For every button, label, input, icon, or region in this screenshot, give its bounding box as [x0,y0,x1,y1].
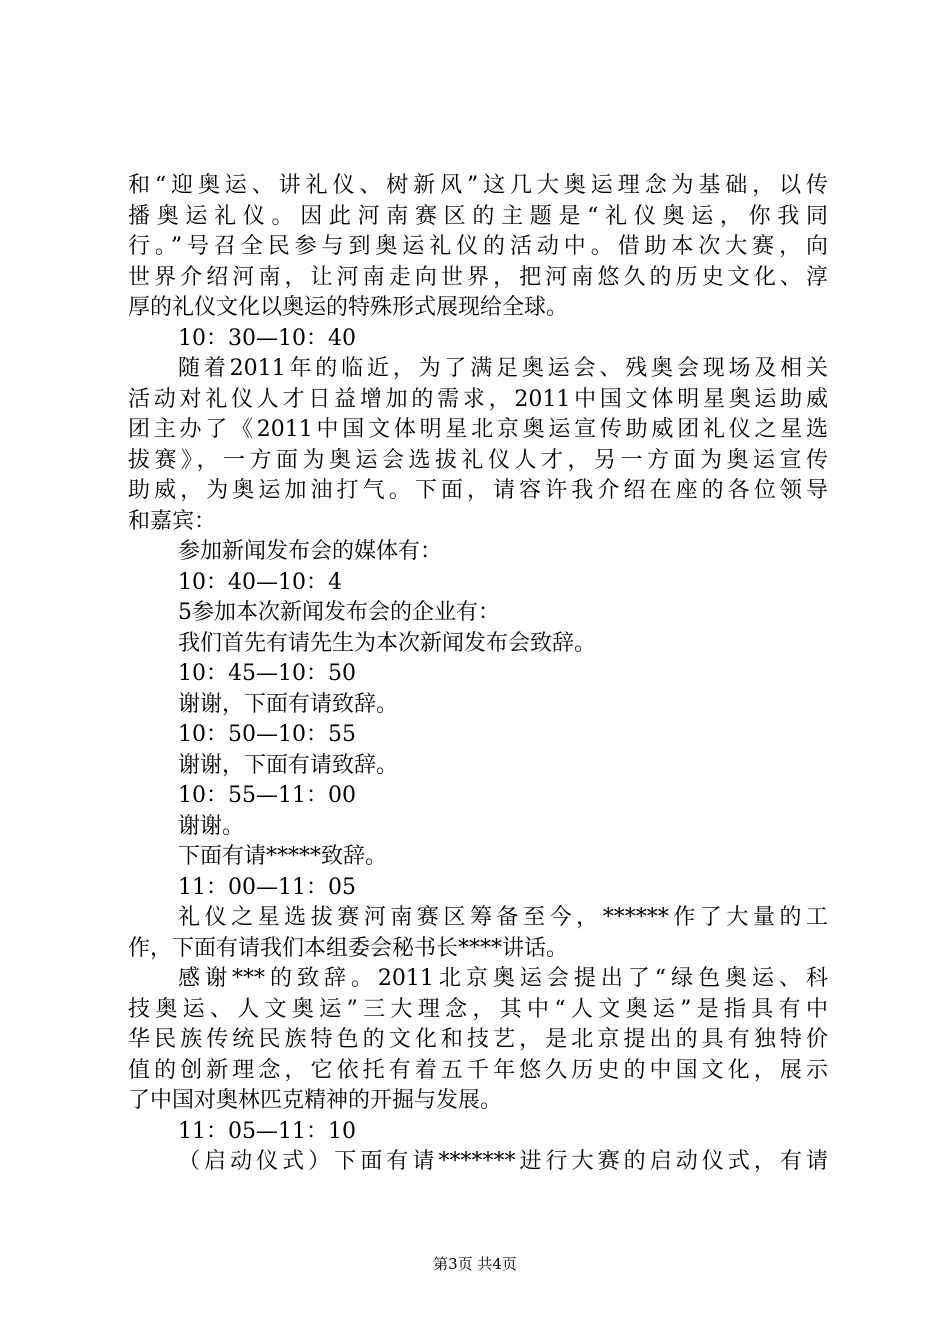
text-line: 和“迎奥运、讲礼仪、树新风”这几大奥运理念为基础，以传 [128,173,828,198]
text-line: 播奥运礼仪。因此河南赛区的主题是“礼仪奥运，你我同 [128,203,828,229]
text-line: 礼仪之星选拔赛河南赛区筹备至今，******作了大量的工 [178,905,828,930]
text-line: 值的创新理念，它依托有着五千年悠久历史的中国文化，展示 [128,1057,828,1083]
text-line: 华民族传统民族特色的文化和技艺，是北京提出的具有独特价 [128,1027,828,1052]
text-line: 10：50—10：55 [178,722,356,747]
text-line: 拔赛》，一方面为奥运会选拔礼仪人才，另一方面为奥运宣传 [128,447,828,473]
text-line: 助威，为奥运加油打气。下面，请容许我介绍在座的各位领导 [128,478,828,503]
text-line: 活动对礼仪人才日益增加的需求，2011中国文体明星奥运助威 [128,386,828,412]
text-line: 技奥运、人文奥运”三大理念，其中“人文奥运”是指具有中 [128,996,828,1022]
text-line: 作，下面有请我们本组委会秘书长****讲话。 [128,935,569,961]
text-line: 谢谢，下面有请致辞。 [178,691,399,717]
text-line: 下面有请*****致辞。 [178,844,388,869]
text-line: 世界介绍河南，让河南走向世界，把河南悠久的历史文化、淳 [128,264,828,290]
text-line: 10：45—10：50 [178,661,356,686]
text-line: 行。”号召全民参与到奥运礼仪的活动中。借助本次大赛，向 [128,234,828,259]
text-line: 我们首先有请先生为本次新闻发布会致辞。 [178,630,597,656]
text-line: 随着2011年的临近，为了满足奥运会、残奥会现场及相关 [178,356,828,381]
text-line: 团主办了《2011中国文体明星北京奥运宣传助威团礼仪之星选 [128,417,828,442]
text-line: 11：00—11：05 [178,874,356,900]
text-line: 谢谢。 [178,813,245,839]
text-line: 厚的礼仪文化以奥运的特殊形式展现给全球。 [128,295,569,320]
text-line: 谢谢，下面有请致辞。 [178,752,399,778]
text-line: （启动仪式）下面有请*******进行大赛的启动仪式，有请 [178,1149,828,1174]
text-line: 10：30—10：40 [178,325,356,351]
text-line: 10：55—11：00 [178,783,356,808]
page-footer: 第3页 共4页 [433,1255,517,1273]
text-line: 参加新闻发布会的媒体有： [178,539,443,564]
text-line: 感谢***的致辞。2011北京奥运会提出了“绿色奥运、科 [178,966,828,991]
text-line: 10：40—10：4 [178,569,342,595]
text-line: 11：05—11：10 [178,1118,356,1144]
document-body [128,171,828,1178]
text-line: 和嘉宾： [128,508,217,534]
text-line: 了中国对奥林匹克精神的开掘与发展。 [128,1088,503,1113]
text-line: 5参加本次新闻发布会的企业有： [178,600,500,625]
